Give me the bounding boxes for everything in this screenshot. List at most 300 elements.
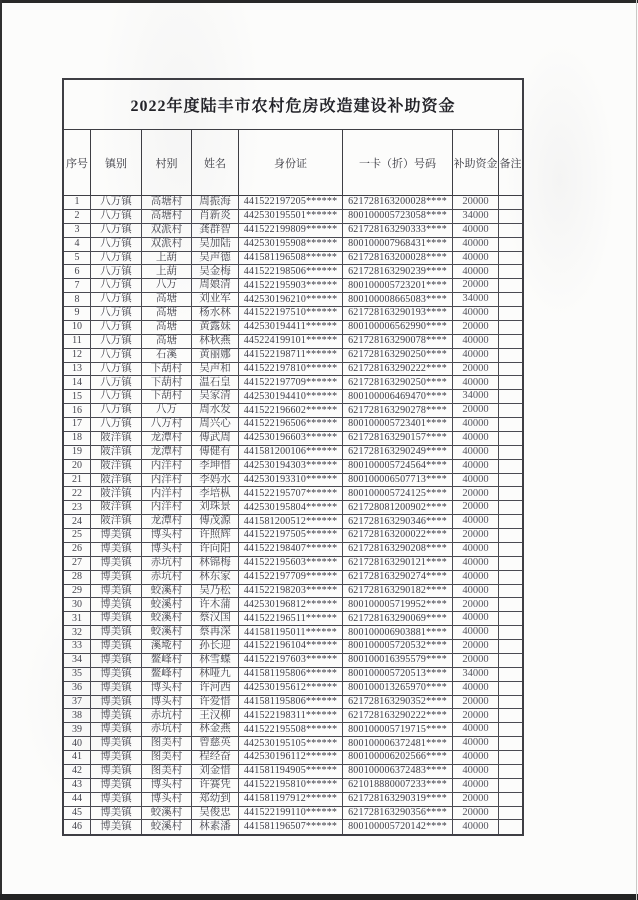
remark-cell (499, 709, 522, 722)
town-cell: 八万镇 (91, 335, 142, 348)
name-cell: 吴金梅 (192, 265, 239, 278)
town-cell: 八万镇 (91, 349, 142, 362)
town-cell: 博美镇 (91, 765, 142, 778)
amount-cell: 40000 (453, 376, 499, 389)
id-number-cell: 445224199101****** (239, 335, 343, 348)
seq-cell: 18 (64, 432, 91, 445)
id-number-cell: 441522196104****** (239, 640, 343, 653)
village-cell: 内洋村 (142, 474, 192, 487)
village-cell: 博头村 (142, 793, 192, 806)
card-number-cell: 621728163290078**** (343, 335, 453, 348)
seq-cell: 32 (64, 626, 91, 639)
village-cell: 鳌峰村 (142, 668, 192, 681)
scan-edge-right (636, 0, 637, 900)
seq-cell: 41 (64, 751, 91, 764)
document-title: 2022年度陆丰市农村危房改造建设补助资金 (64, 80, 522, 130)
town-cell: 博美镇 (91, 640, 142, 653)
column-header-seq: 序号 (64, 130, 91, 195)
seq-cell: 44 (64, 793, 91, 806)
id-number-cell: 442530195501****** (239, 210, 343, 223)
id-number-cell: 441581196507****** (239, 820, 343, 834)
amount-cell: 40000 (453, 543, 499, 556)
amount-cell: 34000 (453, 210, 499, 223)
card-number-cell: 800100005720532**** (343, 640, 453, 653)
remark-cell (499, 404, 522, 417)
scan-edge-top (0, 0, 638, 3)
village-cell: 内洋村 (142, 460, 192, 473)
name-cell: 杨水林 (192, 307, 239, 320)
id-number-cell: 442530194410****** (239, 390, 343, 403)
town-cell: 博美镇 (91, 543, 142, 556)
id-number-cell: 441522199809****** (239, 224, 343, 237)
remark-cell (499, 446, 522, 459)
remark-cell (499, 432, 522, 445)
name-cell: 许照辉 (192, 529, 239, 542)
town-cell: 博美镇 (91, 557, 142, 570)
village-cell: 蛟溪村 (142, 807, 192, 820)
id-number-cell: 441522198311****** (239, 709, 343, 722)
amount-cell: 40000 (453, 820, 499, 834)
column-header-remark: 备注 (499, 157, 522, 170)
card-number-cell: 800100005723058**** (343, 210, 453, 223)
id-number-cell: 441522197510****** (239, 307, 343, 320)
remark-cell (499, 390, 522, 403)
card-number-cell: 800100005719952**** (343, 598, 453, 611)
column-header-village: 村别 (142, 130, 192, 195)
village-cell: 高塘 (142, 307, 192, 320)
amount-cell: 20000 (453, 709, 499, 722)
remark-cell (499, 640, 522, 653)
village-cell: 龙潭村 (142, 515, 192, 528)
card-number-cell: 621728163290222**** (343, 363, 453, 376)
remark-cell (499, 321, 522, 334)
name-cell: 程经奋 (192, 751, 239, 764)
remark-cell (499, 460, 522, 473)
table-row (64, 460, 522, 474)
name-cell: 郑幼到 (192, 793, 239, 806)
seq-cell: 13 (64, 363, 91, 376)
village-cell: 溪墘村 (142, 640, 192, 653)
town-cell: 八万镇 (91, 238, 142, 251)
remark-cell (499, 307, 522, 320)
column-header-name: 姓名 (192, 130, 239, 195)
amount-cell: 20000 (453, 654, 499, 667)
village-cell: 蛟溪村 (142, 612, 192, 625)
seq-cell: 2 (64, 210, 91, 223)
table-row (64, 779, 522, 793)
seq-cell: 20 (64, 460, 91, 473)
name-cell: 傅茂源 (192, 515, 239, 528)
remark-cell (499, 265, 522, 278)
card-number-cell: 621728163200028**** (343, 196, 453, 209)
card-number-cell: 621728163290069**** (343, 612, 453, 625)
town-cell: 八万镇 (91, 376, 142, 389)
card-number-cell: 800100005719715**** (343, 723, 453, 736)
amount-cell: 40000 (453, 751, 499, 764)
card-number-cell: 621728163290356**** (343, 807, 453, 820)
remark-cell (499, 557, 522, 570)
remark-cell (499, 349, 522, 362)
village-cell: 鳌峰村 (142, 654, 192, 667)
id-number-cell: 442530195105****** (239, 737, 343, 750)
village-cell: 博头村 (142, 682, 192, 695)
column-header-id-number: 身份证 (239, 130, 343, 195)
id-number-cell: 442530196210****** (239, 293, 343, 306)
id-number-cell: 441522198506****** (239, 265, 343, 278)
seq-cell: 29 (64, 585, 91, 598)
name-cell: 吴声和 (192, 363, 239, 376)
id-number-cell: 441581195011****** (239, 626, 343, 639)
table-row (64, 543, 522, 557)
table-body (64, 196, 522, 834)
amount-cell: 34000 (453, 390, 499, 403)
name-cell: 刘珠景 (192, 501, 239, 514)
seq-cell: 36 (64, 682, 91, 695)
town-cell: 博美镇 (91, 529, 142, 542)
seq-cell: 1 (64, 196, 91, 209)
village-cell: 上葫 (142, 252, 192, 265)
id-number-cell: 441522198203****** (239, 585, 343, 598)
village-cell: 上葫 (142, 265, 192, 278)
id-number-cell: 442530195908****** (239, 238, 343, 251)
table-row (64, 820, 522, 834)
village-cell: 博头村 (142, 779, 192, 792)
remark-cell (499, 654, 522, 667)
card-number-cell: 800100006469470**** (343, 390, 453, 403)
town-cell: 八万镇 (91, 390, 142, 403)
name-cell: 林素潘 (192, 820, 239, 834)
remark-cell (499, 363, 522, 376)
table-row (64, 335, 522, 349)
amount-cell: 40000 (453, 723, 499, 736)
id-number-cell: 441522197603****** (239, 654, 343, 667)
remark-cell (499, 376, 522, 389)
seq-cell: 16 (64, 404, 91, 417)
town-cell: 陂洋镇 (91, 474, 142, 487)
town-cell: 博美镇 (91, 612, 142, 625)
id-number-cell: 441522195508****** (239, 723, 343, 736)
remark-cell (499, 529, 522, 542)
seq-cell: 40 (64, 737, 91, 750)
remark-cell (499, 293, 522, 306)
card-number-cell: 800100008665083**** (343, 293, 453, 306)
amount-cell: 40000 (453, 515, 499, 528)
header-row (64, 130, 522, 196)
card-number-cell: 621728163290250**** (343, 376, 453, 389)
id-number-cell: 441522197709****** (239, 376, 343, 389)
village-cell: 图美村 (142, 751, 192, 764)
village-cell: 下葫村 (142, 376, 192, 389)
village-cell: 八万村 (142, 418, 192, 431)
amount-cell: 20000 (453, 793, 499, 806)
id-number-cell: 441522196602****** (239, 404, 343, 417)
id-number-cell: 442530196112****** (239, 751, 343, 764)
remark-cell (499, 793, 522, 806)
seq-cell: 28 (64, 571, 91, 584)
name-cell: 傅健有 (192, 446, 239, 459)
amount-cell: 40000 (453, 446, 499, 459)
town-cell: 八万镇 (91, 363, 142, 376)
village-cell: 龙潭村 (142, 446, 192, 459)
table-row (64, 390, 522, 404)
town-cell: 陂洋镇 (91, 501, 142, 514)
village-cell: 蛟溪村 (142, 585, 192, 598)
remark-cell (499, 585, 522, 598)
seq-cell: 26 (64, 543, 91, 556)
card-number-cell: 621728163290333**** (343, 224, 453, 237)
amount-cell: 20000 (453, 807, 499, 820)
table-row (64, 696, 522, 710)
village-cell: 赤坑村 (142, 709, 192, 722)
amount-cell: 40000 (453, 612, 499, 625)
card-number-cell: 800100005720142**** (343, 820, 453, 834)
seq-cell: 24 (64, 515, 91, 528)
seq-cell: 21 (64, 474, 91, 487)
name-cell: 周兴心 (192, 418, 239, 431)
seq-cell: 38 (64, 709, 91, 722)
village-cell: 赤坑村 (142, 571, 192, 584)
table-row (64, 487, 522, 501)
seq-cell: 8 (64, 293, 91, 306)
table-row (64, 807, 522, 821)
card-number-cell: 800100005724125**** (343, 487, 453, 500)
id-number-cell: 441522196506****** (239, 418, 343, 431)
card-number-cell: 621728163290157**** (343, 432, 453, 445)
name-cell: 刘金惜 (192, 765, 239, 778)
name-cell: 刘业军 (192, 293, 239, 306)
name-cell: 黄露妹 (192, 321, 239, 334)
amount-cell: 40000 (453, 474, 499, 487)
name-cell: 周娘清 (192, 279, 239, 292)
town-cell: 八万镇 (91, 307, 142, 320)
remark-cell (499, 751, 522, 764)
remark-cell (499, 571, 522, 584)
village-cell: 下葫村 (142, 363, 192, 376)
remark-cell (499, 279, 522, 292)
card-number-cell: 800100006903881**** (343, 626, 453, 639)
table-row (64, 446, 522, 460)
village-cell: 八万 (142, 404, 192, 417)
name-cell: 周振海 (192, 196, 239, 209)
seq-cell: 46 (64, 820, 91, 834)
seq-cell: 11 (64, 335, 91, 348)
name-cell: 许爱惜 (192, 696, 239, 709)
card-number-cell: 621728163290249**** (343, 446, 453, 459)
town-cell: 八万镇 (91, 265, 142, 278)
remark-cell (499, 696, 522, 709)
village-cell: 博头村 (142, 543, 192, 556)
amount-cell: 34000 (453, 668, 499, 681)
card-number-cell: 621728163290278**** (343, 404, 453, 417)
card-number-cell: 800100006507713**** (343, 474, 453, 487)
name-cell: 蔡再深 (192, 626, 239, 639)
seq-cell: 31 (64, 612, 91, 625)
town-cell: 博美镇 (91, 737, 142, 750)
seq-cell: 25 (64, 529, 91, 542)
village-cell: 蛟溪村 (142, 820, 192, 834)
amount-cell: 20000 (453, 529, 499, 542)
id-number-cell: 441581200106****** (239, 446, 343, 459)
seq-cell: 30 (64, 598, 91, 611)
remark-cell (499, 737, 522, 750)
card-number-cell: 621018880007233**** (343, 779, 453, 792)
table-row (64, 376, 522, 390)
seq-cell: 4 (64, 238, 91, 251)
table-row (64, 640, 522, 654)
seq-cell: 6 (64, 265, 91, 278)
table-row (64, 682, 522, 696)
id-number-cell: 441581200512****** (239, 515, 343, 528)
remark-cell (499, 612, 522, 625)
village-cell: 高塘 (142, 293, 192, 306)
table-row (64, 418, 522, 432)
amount-cell: 40000 (453, 765, 499, 778)
table-row (64, 793, 522, 807)
amount-cell: 40000 (453, 557, 499, 570)
amount-cell: 40000 (453, 349, 499, 362)
village-cell: 下葫村 (142, 390, 192, 403)
village-cell: 八万 (142, 279, 192, 292)
amount-cell: 20000 (453, 404, 499, 417)
amount-cell: 40000 (453, 626, 499, 639)
id-number-cell: 441522195707****** (239, 487, 343, 500)
seq-cell: 17 (64, 418, 91, 431)
card-number-cell: 800100006562990**** (343, 321, 453, 334)
village-cell: 双派村 (142, 224, 192, 237)
seq-cell: 42 (64, 765, 91, 778)
card-number-cell: 800100005723401**** (343, 418, 453, 431)
card-number-cell: 621728163290352**** (343, 696, 453, 709)
table-row (64, 224, 522, 238)
name-cell: 许木蒲 (192, 598, 239, 611)
town-cell: 博美镇 (91, 585, 142, 598)
table-row (64, 404, 522, 418)
village-cell: 图美村 (142, 737, 192, 750)
town-cell: 博美镇 (91, 751, 142, 764)
name-cell: 吴乃松 (192, 585, 239, 598)
card-number-cell: 800100016395579**** (343, 654, 453, 667)
name-cell: 温石皇 (192, 376, 239, 389)
seq-cell: 22 (64, 487, 91, 500)
id-number-cell: 442530194411****** (239, 321, 343, 334)
amount-cell: 40000 (453, 682, 499, 695)
town-cell: 博美镇 (91, 626, 142, 639)
town-cell: 八万镇 (91, 210, 142, 223)
amount-cell: 40000 (453, 432, 499, 445)
amount-cell: 20000 (453, 696, 499, 709)
remark-cell (499, 474, 522, 487)
seq-cell: 27 (64, 557, 91, 570)
village-cell: 龙潭村 (142, 432, 192, 445)
amount-cell: 40000 (453, 460, 499, 473)
village-cell: 石溪 (142, 349, 192, 362)
amount-cell: 40000 (453, 585, 499, 598)
id-number-cell: 441581194905****** (239, 765, 343, 778)
table-row (64, 737, 522, 751)
table-row (64, 321, 522, 335)
village-cell: 双派村 (142, 238, 192, 251)
table-row (64, 612, 522, 626)
town-cell: 博美镇 (91, 793, 142, 806)
id-number-cell: 441581196508****** (239, 252, 343, 265)
town-cell: 博美镇 (91, 820, 142, 834)
seq-cell: 10 (64, 321, 91, 334)
table-row (64, 668, 522, 682)
remark-cell (499, 820, 522, 834)
id-number-cell: 441522195903****** (239, 279, 343, 292)
scan-edge-left (0, 0, 2, 900)
village-cell: 内洋村 (142, 501, 192, 514)
card-number-cell: 621728163200028**** (343, 252, 453, 265)
name-cell: 吴加陆 (192, 238, 239, 251)
remark-cell (499, 807, 522, 820)
table-row (64, 432, 522, 446)
town-cell: 陂洋镇 (91, 446, 142, 459)
name-cell: 许向阳 (192, 543, 239, 556)
table-row (64, 238, 522, 252)
town-cell: 八万镇 (91, 404, 142, 417)
village-cell: 博头村 (142, 529, 192, 542)
village-cell: 高塘村 (142, 210, 192, 223)
amount-cell: 20000 (453, 487, 499, 500)
id-number-cell: 441581195806****** (239, 696, 343, 709)
name-cell: 李妈水 (192, 474, 239, 487)
id-number-cell: 441522197709****** (239, 571, 343, 584)
remark-cell (499, 210, 522, 223)
name-cell: 吴家清 (192, 390, 239, 403)
amount-cell: 20000 (453, 640, 499, 653)
table-row (64, 765, 522, 779)
name-cell: 李坤惜 (192, 460, 239, 473)
seq-cell: 33 (64, 640, 91, 653)
amount-cell: 40000 (453, 737, 499, 750)
amount-cell: 40000 (453, 265, 499, 278)
id-number-cell: 442530196603****** (239, 432, 343, 445)
id-number-cell: 441581197912****** (239, 793, 343, 806)
amount-cell: 20000 (453, 501, 499, 514)
town-cell: 八万镇 (91, 252, 142, 265)
card-number-cell: 621728163200022**** (343, 529, 453, 542)
amount-cell: 34000 (453, 293, 499, 306)
table-row (64, 363, 522, 377)
seq-cell: 37 (64, 696, 91, 709)
town-cell: 博美镇 (91, 779, 142, 792)
id-number-cell: 442530196812****** (239, 598, 343, 611)
amount-cell: 20000 (453, 363, 499, 376)
table-row (64, 196, 522, 210)
village-cell: 蛟溪村 (142, 626, 192, 639)
name-cell: 林哑九 (192, 668, 239, 681)
town-cell: 博美镇 (91, 696, 142, 709)
table-row (64, 252, 522, 266)
remark-cell (499, 765, 522, 778)
id-number-cell: 441581195806****** (239, 668, 343, 681)
id-number-cell: 441522196511****** (239, 612, 343, 625)
amount-cell: 20000 (453, 196, 499, 209)
table-row (64, 654, 522, 668)
remark-cell (499, 543, 522, 556)
card-number-cell: 621728081200902**** (343, 501, 453, 514)
name-cell: 吴俊忠 (192, 807, 239, 820)
village-cell: 内洋村 (142, 487, 192, 500)
table-row (64, 515, 522, 529)
table-row (64, 279, 522, 293)
town-cell: 八万镇 (91, 196, 142, 209)
name-cell: 曾慈英 (192, 737, 239, 750)
id-number-cell: 442530195612****** (239, 682, 343, 695)
remark-cell (499, 418, 522, 431)
card-number-cell: 800100013265970**** (343, 682, 453, 695)
